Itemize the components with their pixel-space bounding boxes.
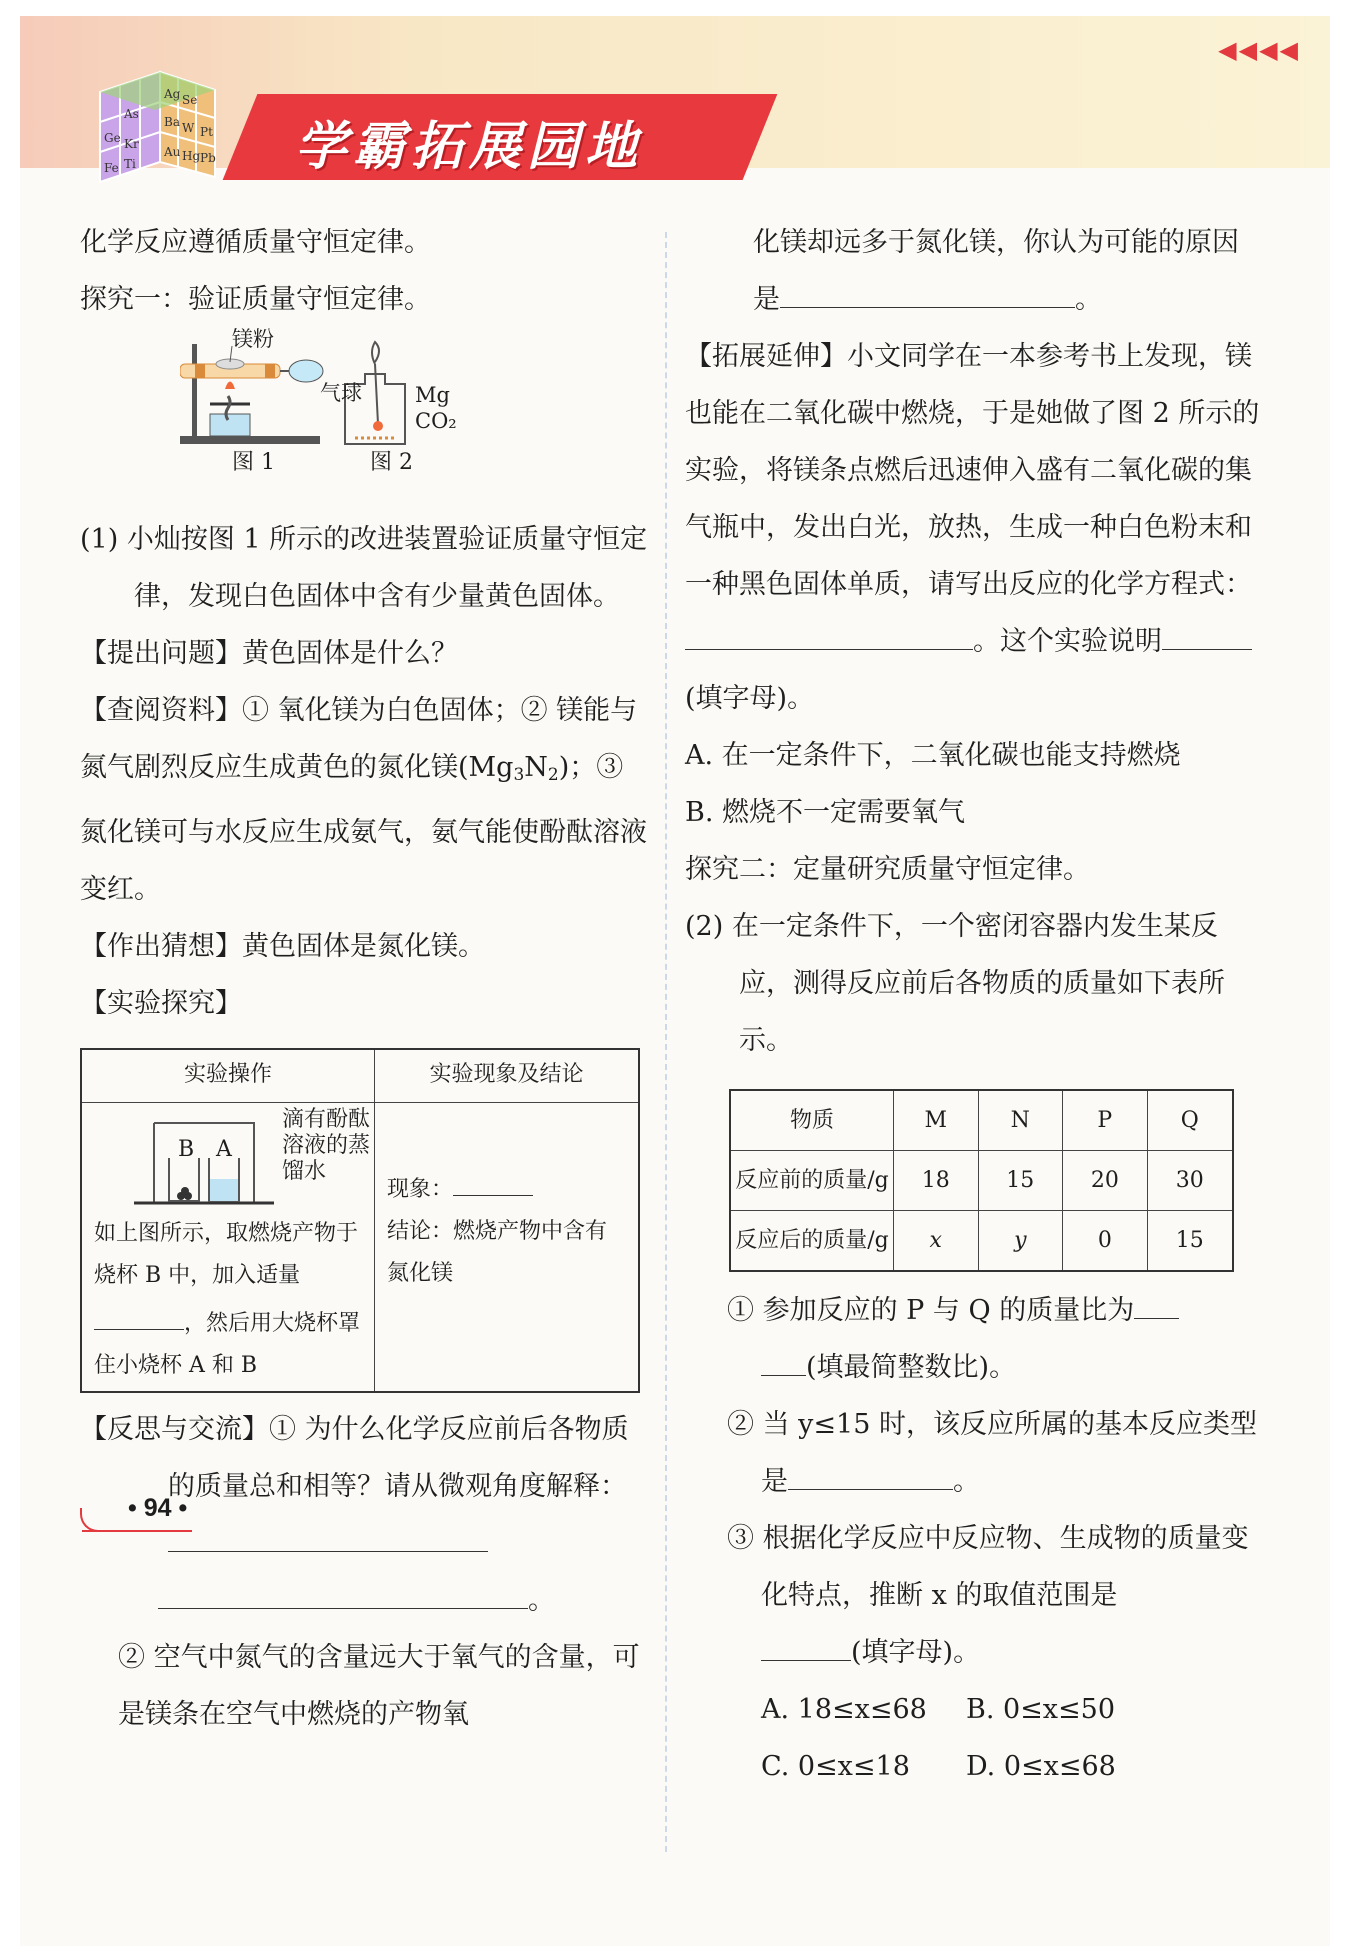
choice-d: D. 0≤x≤68 — [966, 1751, 1116, 1782]
page-number: • 94 • — [128, 1494, 188, 1522]
intro-text: 化学反应遵循质量守恒定律。 — [80, 227, 431, 258]
mass-table-cell: N — [978, 1090, 1063, 1151]
table-row — [730, 1211, 1233, 1272]
sub-question-2 — [685, 1396, 1265, 1510]
ratio-blank-a[interactable] — [1134, 1286, 1179, 1319]
experiment-table-header-result: 实验现象及结论 — [375, 1049, 640, 1103]
periodic-cube-icon — [80, 52, 230, 202]
cube-label: As — [124, 107, 139, 121]
mass-table-cell: 反应前的质量/g — [730, 1151, 894, 1211]
sq1-text: ① 参加反应的 P 与 Q 的质量比为 — [727, 1295, 1135, 1326]
cube-label: W — [182, 121, 195, 135]
continued-end: 。 — [1075, 284, 1102, 315]
info-sub-3: 3 — [513, 765, 525, 785]
beaker-figure — [94, 1107, 371, 1213]
reflect-1-text: ① 为什么化学反应前后各物质的质量总和相等？请从微观角度解释： — [168, 1414, 629, 1502]
reflect-1-blank-b[interactable] — [158, 1576, 528, 1609]
guess-tag: 【作出猜想】 — [80, 931, 242, 962]
ask-tag: 【提出问题】 — [80, 638, 242, 669]
cube-label: Au — [164, 145, 181, 159]
mass-table-cell: 18 — [894, 1151, 979, 1211]
footer-rule — [82, 1530, 192, 1532]
mass-table-cell: 反应后的质量/g — [730, 1211, 894, 1272]
sq3-end: (填字母)。 — [851, 1637, 981, 1668]
reflect-1-end: 。 — [528, 1585, 555, 1616]
experiment-table-header-op: 实验操作 — [81, 1049, 375, 1103]
info-sub-2: 2 — [547, 765, 559, 785]
experiment-heading: 【实验探究】 — [80, 988, 242, 1019]
extension-text-2: 。这个实验说明 — [973, 626, 1162, 657]
equation-blank-b[interactable] — [925, 617, 973, 650]
info-tag: 【查阅资料】 — [80, 695, 242, 726]
hypothesis — [80, 918, 650, 975]
range-blank[interactable] — [761, 1628, 851, 1661]
operation-text-a: 如上图所示，取燃烧产物于烧杯 B 中，加入适量 — [94, 1221, 359, 1288]
mass-table-cell: M — [894, 1090, 979, 1151]
choice-a: A. 18≤x≤68 — [761, 1694, 927, 1725]
choices-row-1 — [685, 1681, 1265, 1738]
cube-label: Ti — [124, 157, 136, 171]
option-a: A. 在一定条件下，二氧化碳也能支持燃烧 — [685, 740, 1181, 771]
mass-table-cell: 0 — [1063, 1211, 1148, 1272]
extension-section — [685, 328, 1265, 727]
sq2-text: ② 当 y≤15 时，该反应所属的基本反应类型是 — [727, 1409, 1257, 1497]
experiment-result-cell — [375, 1103, 640, 1393]
ask-text: 黄色固体是什么？ — [242, 638, 458, 669]
apparatus-figure — [80, 327, 650, 509]
experiment-operation-cell — [81, 1103, 375, 1393]
experiment-table — [80, 1048, 640, 1393]
guess-text: 黄色固体是氮化镁。 — [242, 931, 485, 962]
apparatus-drawing — [180, 334, 440, 464]
choice-c: C. 0≤x≤18 — [761, 1751, 910, 1782]
mass-table-cell: y — [978, 1211, 1063, 1272]
phenomenon-line — [387, 1163, 628, 1211]
right-column — [685, 214, 1265, 1795]
sub-question-1 — [685, 1282, 1265, 1396]
sq3-text: ③ 根据化学反应中反应物、生成物的质量变化特点，推断 x 的取值范围是 — [727, 1523, 1249, 1611]
continued-body: 化镁却远多于氮化镁，你认为可能的原因是 — [753, 227, 1239, 315]
conclusion-text: 结论：燃烧产物中含有氮化镁 — [387, 1219, 608, 1286]
section-title: 学霸拓展园地 — [295, 117, 644, 177]
figure-1-caption: 图 1 — [232, 450, 275, 475]
cube-label: Pb — [200, 151, 216, 165]
cube-label: Ag — [164, 87, 181, 101]
info-text-c: )；③ 氮化镁可与水反应生成氨气，氨气能使酚酞溶液变红。 — [80, 752, 647, 905]
reaction-type-blank[interactable] — [788, 1457, 953, 1490]
label-balloon: 气球 — [320, 381, 362, 405]
mass-table-cell: x — [894, 1211, 979, 1272]
continued-text — [685, 214, 1265, 328]
beaker-a-label: A — [216, 1137, 232, 1162]
sq1-end: (填最简整数比)。 — [806, 1352, 1017, 1383]
reflection-2: ② 空气中氮气的含量远大于氧气的含量，可是镁条在空气中燃烧的产物氧 — [118, 1642, 640, 1730]
operation-text-b: ，然后用大烧杯罩住小烧杯 A 和 B — [94, 1311, 361, 1378]
question-1: (1) 小灿按图 1 所示的改进装置验证质量守恒定律，发现白色固体中含有少量黄色固体。 — [80, 524, 648, 612]
ratio-blank-b[interactable] — [761, 1343, 806, 1376]
reflection-1-continued — [80, 1572, 650, 1629]
letter-blank[interactable] — [1162, 617, 1252, 650]
reflect-1-blank-a[interactable] — [168, 1519, 488, 1552]
mass-table — [729, 1089, 1234, 1272]
mass-table-cell: 物质 — [730, 1090, 894, 1151]
label-mg: Mg — [415, 383, 450, 407]
explore-one-heading: 探究一：验证质量守恒定律。 — [80, 284, 431, 315]
reference-info — [80, 682, 650, 918]
cube-label: Ge — [104, 131, 121, 145]
phenomenon-label: 现象： — [387, 1177, 454, 1202]
table-row — [730, 1090, 1233, 1151]
table-row — [730, 1151, 1233, 1211]
question-2: (2) 在一定条件下，一个密闭容器内发生某反应，测得反应前后各物质的质量如下表所示。 — [685, 911, 1225, 1056]
figure-2-caption: 图 2 — [370, 450, 413, 475]
mass-table-cell: 20 — [1063, 1151, 1148, 1211]
beaker-note: 滴有酚酞溶液的蒸馏水 — [282, 1107, 371, 1184]
cube-label: Hg — [182, 149, 201, 163]
choices-row-2 — [685, 1738, 1265, 1795]
choice-b: B. 0≤x≤50 — [966, 1694, 1116, 1725]
reason-blank[interactable] — [780, 275, 1075, 308]
equation-blank-a[interactable] — [685, 617, 925, 650]
sub-question-3 — [685, 1510, 1265, 1681]
extension-text: 小文同学在一本参考书上发现，镁也能在二氧化碳中燃烧，于是她做了图 2 所示的实验，将镁条点燃后迅速伸入盛有二氧化碳的集气瓶中，发出白光，放热，生成一种白色粉末和一种黑色固体单质，请写出反应的化学方程式： — [685, 341, 1260, 600]
mass-table-cell: P — [1063, 1090, 1148, 1151]
beaker-drawing — [134, 1113, 284, 1209]
cube-label: Ba — [164, 115, 180, 129]
sq2-end: 。 — [953, 1466, 980, 1497]
mass-table-cell: 15 — [1147, 1211, 1233, 1272]
column-divider — [665, 232, 667, 1852]
ask-question — [80, 625, 650, 682]
reflection-1 — [80, 1401, 650, 1572]
arrows-icon: ◀◀◀◀ — [1218, 36, 1300, 64]
beaker-b-label: B — [178, 1137, 195, 1162]
mass-table-cell: 30 — [1147, 1151, 1233, 1211]
operation-blank[interactable] — [94, 1297, 184, 1330]
explore-two-heading: 探究二：定量研究质量守恒定律。 — [685, 854, 1090, 885]
info-text-a: ① 氧化镁为白色固体；② 镁能与氮气剧烈反应生成黄色的氮化镁(Mg — [80, 695, 638, 783]
cube-label: Kr — [124, 137, 139, 151]
mass-table-cell: 15 — [978, 1151, 1063, 1211]
phenomenon-blank[interactable] — [453, 1163, 533, 1196]
extension-text-3: (填字母)。 — [685, 683, 815, 714]
info-text-b: N — [524, 752, 548, 783]
cube-label: Se — [182, 93, 198, 107]
cube-label: Fe — [104, 161, 119, 175]
option-b: B. 燃烧不一定需要氧气 — [685, 797, 966, 828]
label-co2: CO₂ — [415, 409, 457, 433]
extension-tag: 【拓展延伸】 — [685, 341, 847, 372]
mass-table-cell: Q — [1147, 1090, 1233, 1151]
reflect-tag: 【反思与交流】 — [80, 1414, 269, 1445]
cube-label: Pt — [200, 125, 213, 139]
label-mg-powder: 镁粉 — [232, 327, 274, 351]
